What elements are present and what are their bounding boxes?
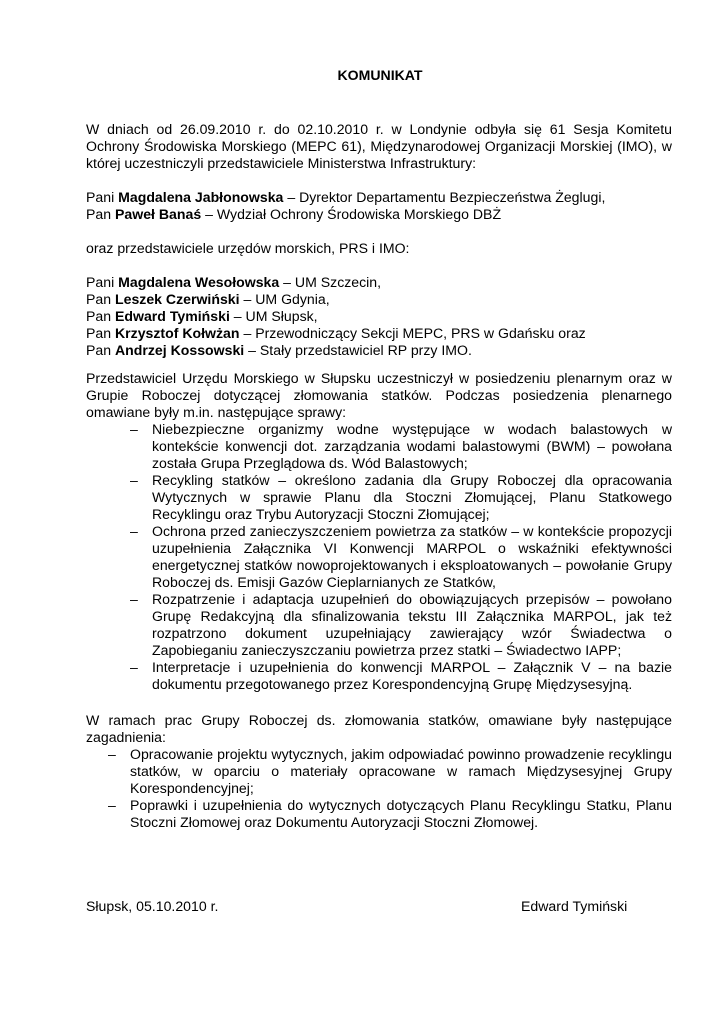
rep-name: Leszek Czerwiński — [115, 291, 240, 307]
ministry-reps-list — [86, 189, 672, 223]
rep-name: Magdalena Jabłonowska — [118, 189, 284, 205]
maritime-rep-2: Pan Edward Tymiński – UM Słupsk, — [86, 308, 318, 324]
group-items-list — [86, 746, 672, 831]
dash-bullet: – — [130, 591, 138, 607]
dash-bullet: – — [130, 523, 138, 539]
plenary-items-list — [86, 421, 672, 693]
rep-name: Edward Tymiński — [115, 308, 230, 324]
dash-bullet: – — [108, 746, 116, 762]
maritime-reps-list — [86, 274, 672, 359]
list-item: – Poprawki i uzupełnienia do wytycznych dotyczących Planu Recyklingu Statku, Planu Stoczni Złomowej oraz Dokumentu Autoryzacji Stoczni Złomowej. — [108, 797, 672, 830]
dash-bullet: – — [130, 472, 138, 488]
plenary-intro: Przedstawiciel Urzędu Morskiego w Słupsku uczestniczył w posiedzeniu plenarnym oraz w Grupie Roboczej dotyczącej złomowania statków. Podczas posiedzenia plenarnego omawiane były m.in. następujące sprawy: — [86, 370, 672, 420]
rep-name: Paweł Banaś — [115, 206, 202, 222]
list-item: – Ochrona przed zanieczyszczeniem powietrza za statków – w kontekście propozycji uzupełnienia Załącznika VI Konwencji MARPOL o wskaźniki efektywności energetycznej statków nowoprojektowanych i eksploatowanych – powołanie Grupy Roboczej ds. Emisji Gazów Cieplarnianych ze Statków, — [130, 523, 672, 590]
document-title: KOMUNIKAT — [337, 67, 423, 83]
list-item: – Rozpatrzenie i adaptacja uzupełnień do obowiązujących przepisów – powołano Grupę Redakcyjną dla sfinalizowania tekstu III Załącznika MARPOL, jak też rozpatrzono dokument uzupełniający zawierający wzór Świadectwa o Zapobieganiu zanieczyszczaniu powietrza przez statki – Świadectwo IAPP; — [130, 591, 672, 658]
dash-bullet: – — [130, 659, 138, 675]
maritime-rep-0: Pani Magdalena Wesołowska – UM Szczecin, — [86, 274, 382, 290]
maritime-rep-3: Pan Krzysztof Kołwżan – Przewodniczący Sekcji MEPC, PRS w Gdańsku oraz — [86, 325, 586, 341]
signature-name: Edward Tymiński — [521, 898, 628, 914]
list-item: – Interpretacje i uzupełnienia do konwencji MARPOL – Załącznik V – na bazie dokumentu przegotowanego przez Korespondencyjną Grupę Międzysesyjną. — [130, 659, 672, 692]
list-item: – Opracowanie projektu wytycznych, jakim odpowiadać powinno prowadzenie recyklingu statków, w oparciu o materiały opracowane w ramach Międzysesyjnej Grupy Korespondencyjnej; — [108, 746, 672, 796]
rep-name: Andrzej Kossowski — [115, 342, 245, 358]
maritime-intro: oraz przedstawiciele urzędów morskich, PRS i IMO: — [86, 240, 410, 256]
maritime-rep-1: Pan Leszek Czerwiński – UM Gdynia, — [86, 291, 330, 307]
intro-paragraph: W dniach od 26.09.2010 r. do 02.10.2010 r. w Londynie odbyła się 61 Sesja Komitetu Ochrony Środowiska Morskiego (MEPC 61), Międzynarodowej Organizacji Morskiej (IMO), w której uczestniczyli przedstawiciele Ministerstwa Infrastruktury: — [86, 121, 672, 171]
ministry-rep-0: Pani Magdalena Jabłonowska – Dyrektor Departamentu Bezpieczeństwa Żeglugi, — [86, 189, 606, 205]
rep-name: Krzysztof Kołwżan — [115, 325, 240, 341]
list-item: – Recykling statków – określono zadania dla Grupy Roboczej dla opracowania Wytycznych w sprawie Planu dla Stoczni Złomującej, Planu Statkowego Recyklingu oraz Trybu Autoryzacji Stoczni Złomującej; — [130, 472, 672, 522]
rep-name: Magdalena Wesołowska — [118, 274, 280, 290]
place-date: Słupsk, 05.10.2010 r. — [86, 898, 219, 914]
ministry-rep-1: Pan Paweł Banaś – Wydział Ochrony Środowiska Morskiego DBŻ — [86, 206, 502, 222]
maritime-rep-4: Pan Andrzej Kossowski – Stały przedstawiciel RP przy IMO. — [86, 342, 472, 358]
dash-bullet: – — [130, 421, 138, 437]
list-item: – Niebezpieczne organizmy wodne występujące w wodach balastowych w kontekście konwencji dot. zarządzania wodami balastowymi (BWM) – powołana została Grupa Przeglądowa ds. Wód Balastowych; — [130, 421, 672, 471]
group-intro: W ramach prac Grupy Roboczej ds. złomowania statków, omawiane były następujące zagadnienia: — [86, 712, 672, 745]
dash-bullet: – — [108, 797, 116, 813]
